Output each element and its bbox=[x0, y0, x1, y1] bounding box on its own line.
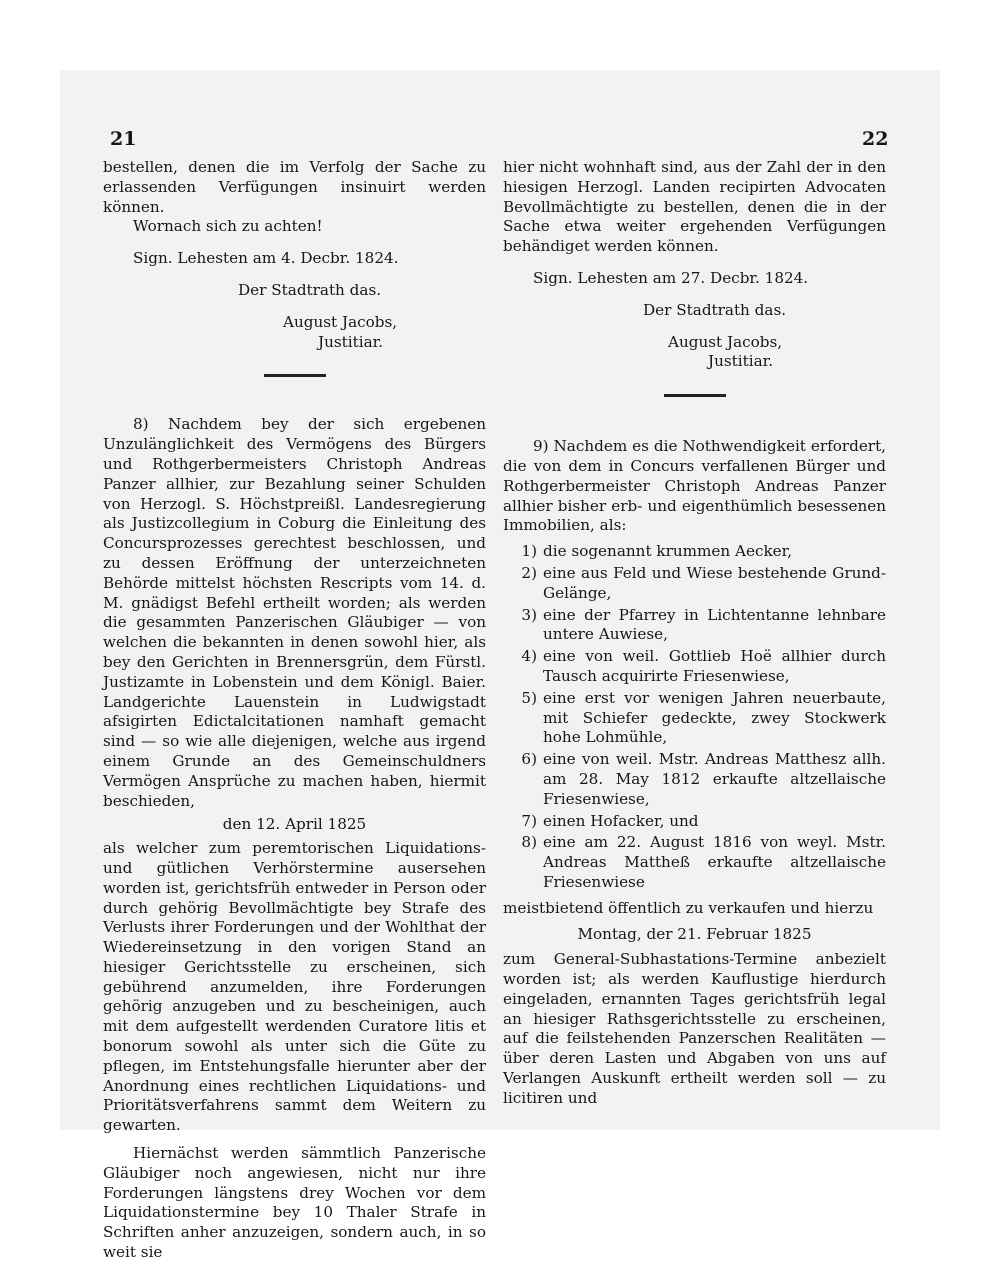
paragraph-8-continuation: als welcher zum peremtorischen Liquidations- und gütlichen Verhörstermine ausersehen worden ist, gerichtsfrüh entweder in Person oder durch gehörig Bevollmächtigte bey Strafe des Verlusts ihrer Forderungen und der Wohlthat der Wiedereinsetzung in den vorigen Stand an hiesiger Gerichtsstelle zu erscheinen, sich gebührend anzumelden, ihre Forderungen gehörig anzugeben und zu bescheinigen, auch mit dem aufgestellt werdenden Curatore litis et bonorum sowohl als unter sich die Güte zu pflegen, im Entstehungsfalle hierunter aber der Anordnung eines rechtlichen Liquidations- und Prioritätsverfahrens sammt dem Weitern zu gewarten. bbox=[103, 839, 486, 1135]
paragraph-8-date: den 12. April 1825 bbox=[222, 815, 367, 834]
list-item-text: eine aus Feld und Wiese bestehende Grund-Gelänge, bbox=[543, 563, 886, 602]
list-item-text: einen Hofacker, und bbox=[543, 811, 699, 830]
left-date-line: Sign. Lehesten am 4. Decbr. 1824. bbox=[133, 249, 399, 268]
list-item bbox=[503, 812, 886, 832]
right-closing-text: zum General-Subhastations-Termine anbezielt worden ist; als werden Kauflustige hierdurch eingeladen, ernannten Tages gerichtsfrüh legal an hiesiger Rathsgerichtsstelle zu erscheinen, auf die feilstehenden Panzerschen Realitäten — über deren Lasten und Abgaben von uns auf Verlangen Auskunft ertheilt werden soll — zu licitiren und bbox=[503, 950, 886, 1107]
section-divider-right bbox=[664, 394, 726, 397]
right-signatory-office: Der Stadtrath das. bbox=[643, 300, 787, 319]
list-item-number: 2) bbox=[521, 563, 537, 582]
list-item-number: 1) bbox=[521, 542, 537, 561]
list-item bbox=[503, 647, 886, 687]
list-item-number: 5) bbox=[521, 688, 537, 707]
list-item-number: 3) bbox=[521, 605, 537, 624]
list-item bbox=[503, 542, 886, 562]
left-signatory-office: Der Stadtrath das. bbox=[238, 280, 382, 299]
section-divider-left bbox=[264, 374, 326, 377]
left-signatory-title: Justitiar. bbox=[318, 332, 384, 351]
left-column bbox=[103, 158, 486, 1263]
right-date-line: Sign. Lehesten am 27. Decbr. 1824. bbox=[533, 268, 809, 287]
paragraph-9-intro: 9) Nachdem es die Nothwendigkeit erfordert, die von dem in Concurs verfallenen Bürger und Rothgerbermeister Christoph Andreas Panzer allhier bisher erb- und eigenthümlich besessenen Immobilien, als: bbox=[503, 437, 886, 535]
right-signatory-name: August Jacobs, bbox=[668, 332, 783, 351]
left-top-text: bestellen, denen die im Verfolg der Sache zu erlassenden Verfügungen insinuirt werden können. bbox=[103, 158, 486, 216]
left-signatory-name: August Jacobs, bbox=[283, 312, 398, 331]
list-item bbox=[503, 564, 886, 604]
paragraph-8-final: Hiernächst werden sämmtlich Panzerische Gläubiger noch angewiesen, nicht nur ihre Forderungen längstens drey Wochen vor dem Liquidationstermine bey 10 Thaler Strafe in Schriften anher anzuzeigen, sondern auch, in so weit sie bbox=[103, 1144, 486, 1262]
list-item-text: eine von weil. Gottlieb Hoë allhier durch Tausch acquirirte Friesenwiese, bbox=[543, 647, 886, 685]
right-column bbox=[503, 158, 886, 1109]
list-item bbox=[503, 750, 886, 809]
list-item bbox=[503, 689, 886, 748]
list-item-number: 7) bbox=[521, 811, 537, 830]
list-item-text: die sogenannt krummen Aecker, bbox=[543, 542, 793, 561]
list-item-text: eine erst vor wenigen Jahren neuerbaute, mit Schiefer gedeckte, zwey Stockwerk hohe Lohmühle, bbox=[543, 688, 886, 747]
right-top-text: hier nicht wohnhaft sind, aus der Zahl der in den hiesigen Herzogl. Landen recipirten Advocaten Bevollmächtigte zu bestellen, denen die in der Sache etwa weiter ergehenden Verfügungen behändiget werden können. bbox=[503, 158, 886, 256]
list-item bbox=[503, 606, 886, 646]
left-notice: Wornach sich zu achten! bbox=[133, 217, 323, 236]
list-item-number: 6) bbox=[521, 750, 537, 769]
list-item-text: eine am 22. August 1816 von weyl. Mstr. Andreas Mattheß erkaufte altzellaische Friesenwiese bbox=[543, 833, 886, 891]
property-list bbox=[503, 542, 886, 893]
page-number-right: 22 bbox=[862, 128, 889, 150]
auction-date: Montag, der 21. Februar 1825 bbox=[577, 924, 812, 943]
list-item bbox=[503, 833, 886, 892]
paragraph-8: 8) Nachdem bey der sich ergebenen Unzulänglichkeit des Vermögens des Bürgers und Rothgerbermeisters Christoph Andreas Panzer allhier, zur Bezahlung seiner Schulden von Herzogl. S. Höchstpreißl. Landesregierung als Justizcollegium in Coburg die Einleitung des Concursprozesses gerechtest beschlossen, und zu dessen Eröffnung der unterzeichneten Behörde mittelst höchsten Rescripts vom 14. d. M. gnädigst Befehl ertheilt worden; als werden die gesammten Panzerischen Gläubiger — von welchen die bekannten in denen sowohl hier, als bey den Gerichten in Brennersgrün, dem Fürstl. Justizamte in Lobenstein und dem Königl. Baier. Landgerichte Lauenstein in Ludwigstadt afsigirten Edictalcitationen namhaft gemacht sind — so wie alle diejenigen, welche aus irgend einem Grunde an des Gemeinschuldners Vermögen Ansprüche zu machen haben, hiermit beschieden, bbox=[103, 415, 486, 810]
list-item-text: eine von weil. Mstr. Andreas Matthesz allh. am 28. May 1812 erkaufte altzellaische Friesenwiese, bbox=[543, 750, 886, 808]
page-number-left: 21 bbox=[110, 128, 137, 150]
list-item-number: 8) bbox=[521, 833, 537, 852]
right-after-items: meistbietend öffentlich zu verkaufen und hierzu bbox=[503, 898, 874, 917]
right-signatory-title: Justitiar. bbox=[708, 352, 774, 371]
list-item-number: 4) bbox=[521, 647, 537, 666]
list-item-text: eine der Pfarrey in Lichtentanne lehnbare untere Auwiese, bbox=[543, 605, 886, 644]
